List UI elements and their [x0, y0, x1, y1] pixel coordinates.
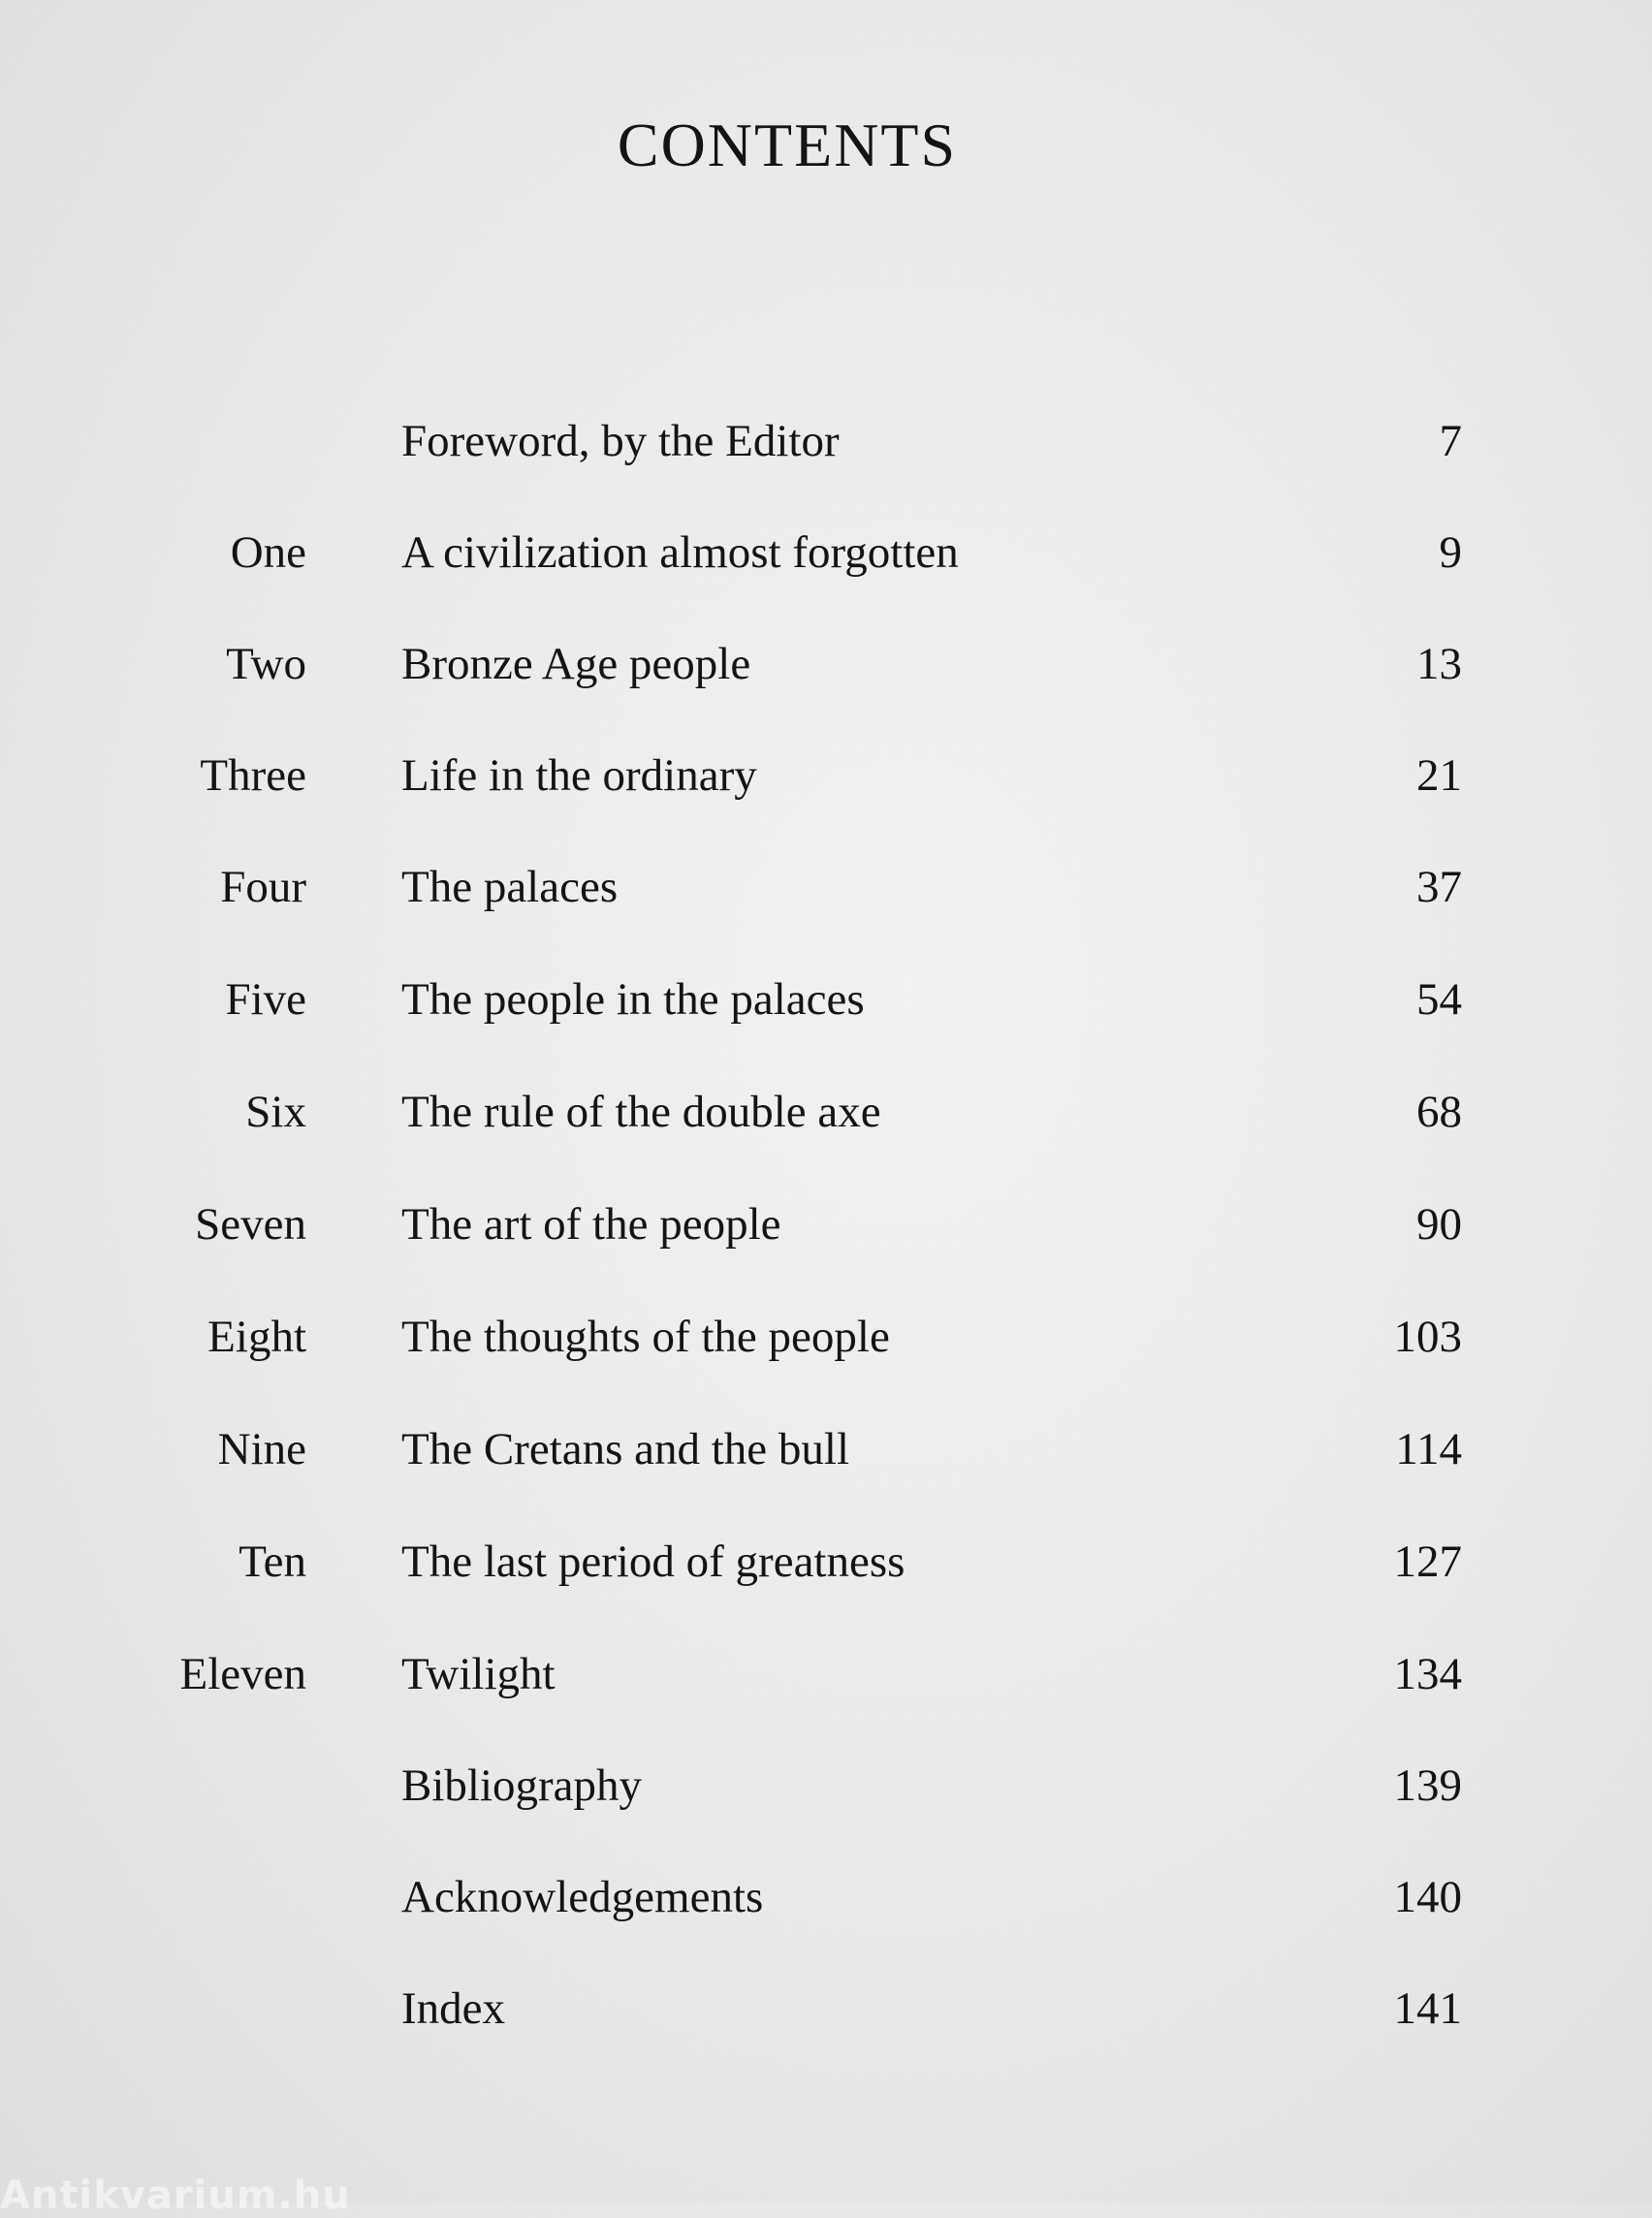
toc-page-number: 141: [1393, 1983, 1462, 2034]
toc-heading: The Cretans and the bull: [401, 1424, 850, 1474]
toc-row-foreword: [0, 402, 1652, 480]
toc-row-index: [0, 1970, 1652, 2047]
toc-chapter-number: Six: [245, 1087, 306, 1137]
toc-heading: The art of the people: [401, 1199, 781, 1250]
toc-page-number: 134: [1393, 1649, 1462, 1699]
toc-heading: Bibliography: [401, 1760, 643, 1811]
toc-chapter-number: Nine: [217, 1424, 306, 1474]
toc-heading: Life in the ordinary: [401, 750, 757, 801]
toc-row-chapter-11: [0, 1635, 1652, 1713]
toc-row-chapter-4: [0, 848, 1652, 926]
toc-page-number: 114: [1395, 1424, 1462, 1474]
toc-page-number: 139: [1393, 1760, 1462, 1811]
toc-chapter-number: Eight: [207, 1312, 306, 1362]
toc-heading: The rule of the double axe: [401, 1087, 881, 1137]
toc-chapter-number: Seven: [195, 1199, 306, 1250]
toc-row-chapter-8: [0, 1298, 1652, 1376]
toc-page-number: 140: [1393, 1872, 1462, 1922]
toc-page-number: 21: [1416, 750, 1462, 801]
toc-heading: The people in the palaces: [401, 974, 865, 1025]
toc-chapter-number: Three: [200, 750, 306, 801]
toc-row-chapter-2: [0, 625, 1652, 703]
toc-chapter-number: Two: [226, 639, 306, 689]
toc-row-acknowledgements: [0, 1858, 1652, 1936]
toc-heading: Index: [401, 1983, 506, 2034]
toc-heading: The last period of greatness: [401, 1537, 905, 1587]
toc-heading: Bronze Age people: [401, 639, 751, 689]
toc-chapter-number: Ten: [238, 1537, 306, 1587]
toc-row-chapter-3: [0, 737, 1652, 814]
toc-chapter-number: Eleven: [179, 1649, 306, 1699]
toc-chapter-number: Four: [220, 862, 306, 912]
toc-row-chapter-7: [0, 1186, 1652, 1263]
toc-row-chapter-6: [0, 1073, 1652, 1151]
toc-page-number: 90: [1416, 1199, 1462, 1250]
toc-page-number: 37: [1416, 862, 1462, 912]
toc-heading: Foreword, by the Editor: [401, 416, 840, 466]
toc-heading: Twilight: [401, 1649, 556, 1699]
toc-heading: The thoughts of the people: [401, 1312, 890, 1362]
toc-heading: The palaces: [401, 862, 619, 912]
toc-row-bibliography: [0, 1747, 1652, 1824]
toc-page-number: 54: [1416, 974, 1462, 1025]
toc-page-number: 9: [1439, 527, 1462, 578]
toc-heading: A civilization almost forgotten: [401, 527, 959, 578]
toc-row-chapter-9: [0, 1410, 1652, 1488]
toc-row-chapter-1: [0, 514, 1652, 591]
toc-page-number: 68: [1416, 1087, 1462, 1137]
page-title: CONTENTS: [617, 111, 958, 179]
toc-page-number: 103: [1393, 1312, 1462, 1362]
toc-row-chapter-10: [0, 1523, 1652, 1600]
toc-page-number: 127: [1393, 1537, 1462, 1587]
watermark: Antikvarium.hu: [0, 2173, 351, 2218]
toc-chapter-number: One: [230, 527, 306, 578]
toc-page-number: 13: [1416, 639, 1462, 689]
toc-page-number: 7: [1439, 416, 1462, 466]
toc-chapter-number: Five: [225, 974, 306, 1025]
toc-row-chapter-5: [0, 961, 1652, 1038]
toc-heading: Acknowledgements: [401, 1872, 764, 1922]
